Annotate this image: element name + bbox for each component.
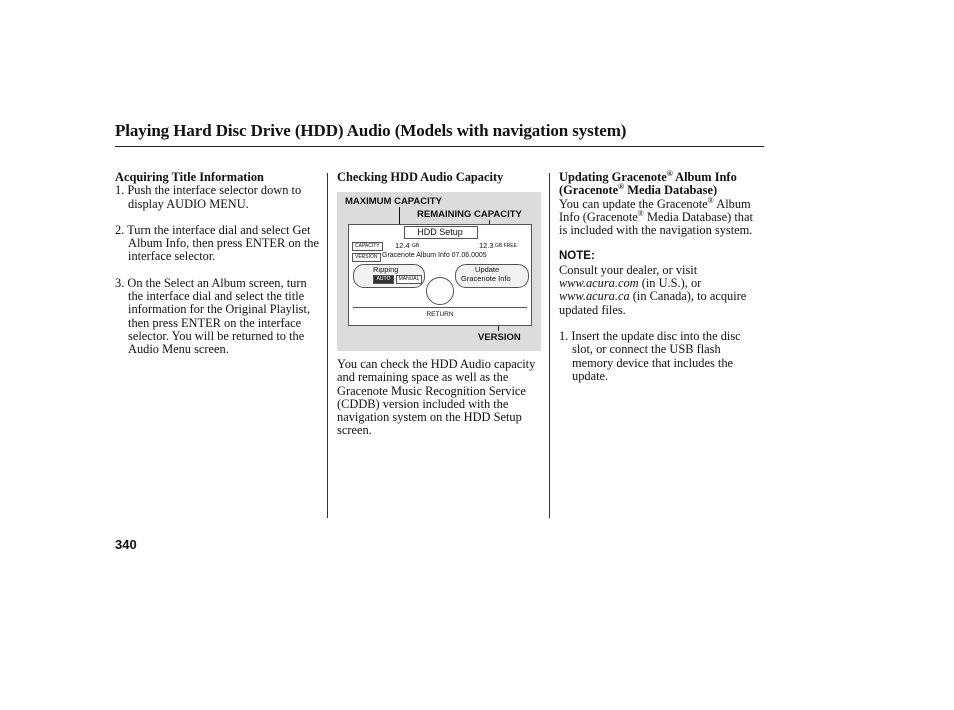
update-gracenote-label: Gracenote Info (461, 274, 511, 283)
section-heading-capacity: Checking HDD Audio Capacity (337, 170, 504, 184)
step-3: 3. On the Select an Album screen, turn the interface dial and select the title information for the Original Playlist, then press ENTER on the interface selector. You will be returned to the Audio Menu screen. (115, 275, 311, 357)
note-label: NOTE: (559, 250, 595, 263)
column-divider-1 (327, 173, 328, 518)
section-heading-updating: Updating Gracenote® Album Info (Gracenote® Media Database) (559, 168, 737, 198)
column-divider-2 (549, 173, 550, 518)
hdd-setup-screen (348, 224, 532, 326)
update-step-1: 1. Insert the update disc into the disc slot, or connect the USB flash memory device that includes the update. (559, 328, 741, 383)
dial-knob-icon (426, 277, 454, 305)
acura-us-link[interactable]: www.acura.com (559, 276, 639, 291)
return-label[interactable]: RETURN (426, 311, 454, 318)
screen-title: HDD Setup (417, 227, 463, 237)
column-acquiring-title (115, 171, 320, 370)
manual-button[interactable]: MANUAL (396, 275, 422, 284)
page-number: 340 (115, 537, 137, 552)
capacity-body (337, 358, 542, 438)
label-remaining-capacity: REMAINING CAPACITY (417, 209, 522, 220)
step-2: 2. Turn the interface dial and select Get Album Info, then press ENTER on the interface selector. (115, 222, 319, 264)
label-maximum-capacity: MAXIMUM CAPACITY (345, 196, 442, 207)
capacity-tag: CAPACITY (352, 242, 383, 251)
hdd-setup-figure (337, 192, 541, 351)
capacity-value: 12.4 (395, 241, 410, 250)
column-checking-capacity (337, 171, 542, 184)
acura-ca-link[interactable]: www.acura.ca (559, 289, 630, 304)
capacity-unit: GB (412, 243, 420, 249)
version-tag: VERSION (352, 253, 381, 262)
column-updating-gracenote (559, 168, 764, 396)
section-heading-acquiring: Acquiring Title Information (115, 170, 264, 184)
title-rule (115, 146, 764, 147)
free-unit: GB FREE (495, 243, 517, 249)
version-text: Gracenote Album Info 07.06.0005 (382, 252, 487, 259)
ripping-label: Ripping (373, 265, 399, 274)
auto-button[interactable]: AUTO (373, 275, 394, 284)
note-text: Consult your dealer, or visit www.acura.com (in U.S.), or www.acura.ca (in Canada), to acquire updated files. (559, 262, 747, 317)
capacity-description: You can check the HDD Audio capacity and remaining space as well as the Gracenote Music Recognition Service (CDDB) version included with the navigation system on the HDD Setup screen. (337, 357, 536, 438)
return-divider (353, 307, 527, 308)
update-label: Update (475, 265, 500, 274)
step-1: 1. Push the interface selector down to display AUDIO MENU. (115, 183, 302, 211)
updating-description: You can update the Gracenote® Album Info (Gracenote® Media Database) that is included with the navigation system. (559, 195, 753, 238)
free-value: 12.3 (479, 241, 494, 250)
label-version: VERSION (478, 332, 521, 343)
page-title: Playing Hard Disc Drive (HDD) Audio (Models with navigation system) (115, 121, 627, 140)
